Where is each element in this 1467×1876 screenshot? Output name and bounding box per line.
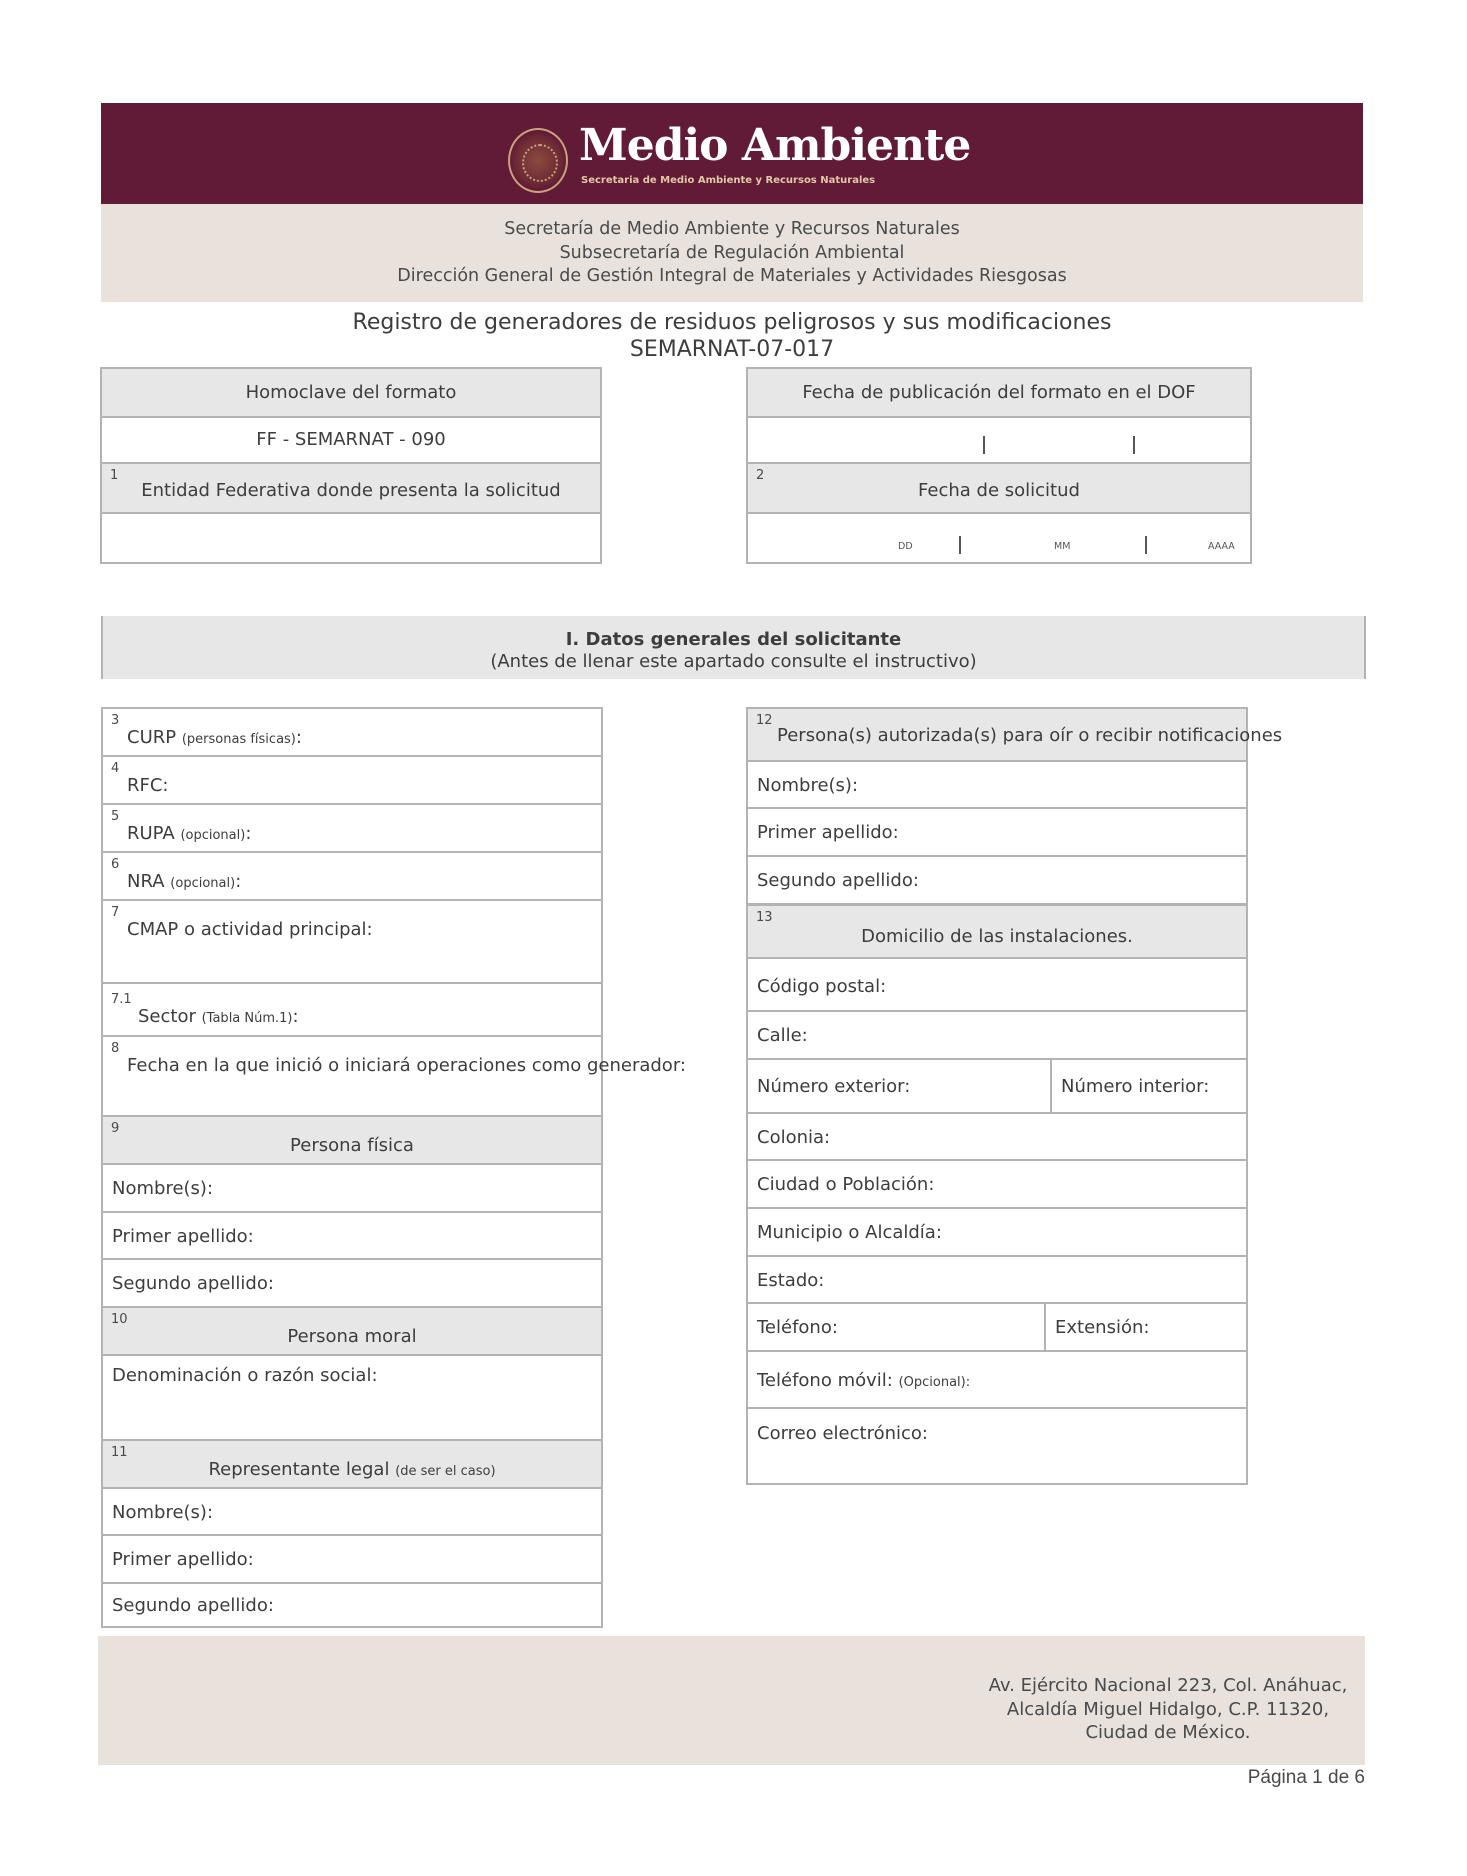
pf-primer-apellido-field[interactable] [103, 1213, 601, 1260]
aut-nombre-label: Nombre(s): [757, 775, 859, 796]
autorizadas-header [748, 709, 1283, 762]
aut-nombre-field[interactable] [748, 762, 1246, 809]
razon-social-field[interactable] [103, 1356, 601, 1441]
representante-legal-title: Representante legal (de ser el caso) [208, 1459, 496, 1480]
pf-nombre-field[interactable] [103, 1165, 601, 1213]
pf-primer-apellido-label: Primer apellido: [112, 1226, 254, 1247]
curp-label: CURP (personas físicas): [127, 727, 302, 748]
field-number: 1 [110, 468, 119, 483]
calle-label: Calle: [757, 1025, 808, 1046]
sector-field[interactable] [103, 984, 601, 1037]
rl-nombre-field[interactable] [103, 1489, 601, 1536]
aut-primer-apellido-label: Primer apellido: [757, 822, 899, 843]
right-form-table [746, 707, 1283, 1485]
extension-label: Extensión: [1055, 1317, 1150, 1338]
rupa-label: RUPA (opcional): [127, 823, 252, 844]
estado-field[interactable] [748, 1257, 1246, 1304]
pf-segundo-apellido-field[interactable] [103, 1260, 601, 1308]
domicilio-title: Domicilio de las instalaciones. [861, 926, 1133, 947]
codigo-postal-field[interactable] [748, 959, 1246, 1012]
razon-social-label: Denominación o razón social: [112, 1365, 378, 1386]
calle-field[interactable] [748, 1012, 1246, 1060]
colonia-label: Colonia: [757, 1127, 831, 1148]
telefono-row [748, 1304, 1246, 1352]
section-header [101, 616, 1366, 679]
colonia-field[interactable] [748, 1114, 1246, 1161]
correo-field[interactable] [748, 1409, 1246, 1485]
left-form-table [101, 707, 686, 1628]
footer-address [968, 1674, 1368, 1745]
agency-line: Secretaría de Medio Ambiente y Recursos Naturales [504, 219, 960, 239]
dof-label: Fecha de publicación del formato en el DOF [802, 382, 1196, 403]
persona-moral-title: Persona moral [287, 1326, 417, 1347]
address-line: Av. Ejército Nacional 223, Col. Anáhuac, [988, 1675, 1348, 1696]
document-code: SEMARNAT-07-017 [629, 337, 835, 362]
homoclave-value: FF - SEMARNAT - 090 [256, 429, 446, 450]
year-placeholder: AAAA [1208, 541, 1235, 552]
fecha-table [746, 367, 1252, 564]
rfc-field[interactable] [103, 757, 601, 805]
fecha-solicitud-input[interactable] [748, 514, 1250, 564]
numero-interior-field[interactable] [1052, 1060, 1246, 1112]
cmap-label: CMAP o actividad principal: [127, 919, 373, 940]
field-number: 13 [756, 910, 773, 925]
field-number: 2 [756, 468, 765, 483]
rl-nombre-label: Nombre(s): [112, 1502, 214, 1523]
field-number: 9 [111, 1121, 120, 1136]
agency-line: Subsecretaría de Regulación Ambiental [559, 242, 905, 263]
coat-of-arms-seal-icon [508, 128, 568, 193]
header-banner [101, 103, 1363, 204]
homoclave-label: Homoclave del formato [245, 382, 457, 403]
curp-field[interactable] [103, 709, 601, 757]
brand-subtitle: Secretaria de Medio Ambiente y Recursos Naturales [581, 175, 876, 186]
field-number: 5 [111, 809, 120, 824]
rl-primer-apellido-field[interactable] [103, 1536, 601, 1584]
rupa-field[interactable] [103, 805, 601, 853]
document-title: Registro de generadores de residuos peligrosos y sus modificaciones [352, 310, 1112, 335]
address-line: Alcaldía Miguel Hidalgo, C.P. 11320, [1006, 1698, 1330, 1720]
day-placeholder: DD [898, 541, 913, 552]
month-placeholder: MM [1054, 541, 1071, 552]
rl-segundo-apellido-label: Segundo apellido: [112, 1595, 274, 1616]
numero-interior-label: Número interior: [1061, 1076, 1210, 1097]
domicilio-header [748, 906, 1246, 959]
aut-segundo-apellido-field[interactable] [748, 857, 1246, 906]
estado-label: Estado: [757, 1270, 825, 1291]
agency-line: Dirección General de Gestión Integral de Materiales y Actividades Riesgosas [397, 266, 1067, 286]
field-number: 8 [111, 1041, 120, 1056]
nra-label: NRA (opcional): [127, 871, 242, 892]
brand-title: Medio Ambiente [579, 120, 971, 171]
field-number: 7.1 [111, 992, 132, 1007]
telefono-label: Teléfono: [757, 1317, 838, 1338]
ciudad-field[interactable] [748, 1161, 1246, 1209]
codigo-postal-label: Código postal: [757, 976, 887, 997]
dof-header [748, 369, 1250, 418]
entidad-label: Entidad Federativa donde presenta la solicitud [141, 480, 561, 501]
telefono-field[interactable] [748, 1304, 1044, 1350]
persona-fisica-header [103, 1117, 601, 1165]
homoclave-value-row [102, 418, 600, 464]
agency-block [101, 204, 1363, 302]
entidad-header [102, 464, 600, 514]
numero-exterior-label: Número exterior: [757, 1076, 911, 1097]
persona-moral-header [103, 1308, 601, 1356]
homoclave-header [102, 369, 600, 418]
extension-field[interactable] [1046, 1304, 1246, 1350]
document-title-block [101, 309, 1363, 363]
representante-legal-header [103, 1441, 601, 1489]
date-separator [959, 536, 961, 554]
field-number: 3 [111, 713, 120, 728]
field-number: 4 [111, 761, 120, 776]
date-separator [1133, 436, 1135, 454]
fecha-solicitud-header [748, 464, 1250, 514]
aut-segundo-apellido-label: Segundo apellido: [757, 870, 919, 891]
fecha-operaciones-label: Fecha en la que inició o iniciará operaciones como generador: [127, 1055, 686, 1076]
field-number: 7 [111, 905, 120, 920]
rfc-label: RFC: [127, 775, 169, 796]
fecha-solicitud-label: Fecha de solicitud [918, 480, 1080, 501]
pf-segundo-apellido-label: Segundo apellido: [112, 1273, 274, 1294]
field-number: 10 [111, 1312, 128, 1327]
correo-label: Correo electrónico: [757, 1423, 928, 1444]
field-number: 6 [111, 857, 120, 872]
section-title: I. Datos generales del solicitante [565, 629, 902, 650]
rl-primer-apellido-label: Primer apellido: [112, 1549, 254, 1570]
sector-label: Sector (Tabla Núm.1): [138, 1006, 299, 1027]
autorizadas-title: Persona(s) autorizada(s) para oír o recibir notificaciones [777, 725, 1283, 746]
section-subtitle: (Antes de llenar este apartado consulte el instructivo) [490, 651, 977, 672]
homoclave-table [100, 367, 602, 564]
municipio-field[interactable] [748, 1209, 1246, 1257]
telefono-movil-field[interactable] [748, 1352, 1246, 1409]
field-number: 12 [756, 713, 773, 728]
persona-fisica-title: Persona física [290, 1135, 414, 1156]
pf-nombre-label: Nombre(s): [112, 1178, 214, 1199]
field-number: 11 [111, 1445, 128, 1460]
nra-field[interactable] [103, 853, 601, 901]
rl-segundo-apellido-field[interactable] [103, 1584, 601, 1628]
aut-primer-apellido-field[interactable] [748, 809, 1246, 857]
date-separator [983, 436, 985, 454]
footer [98, 1636, 1365, 1765]
fecha-operaciones-field[interactable] [103, 1037, 686, 1117]
numero-exterior-field[interactable] [748, 1060, 1050, 1112]
address-line: Ciudad de México. [1085, 1722, 1251, 1743]
numero-row [748, 1060, 1246, 1114]
entidad-input[interactable] [102, 514, 600, 564]
municipio-label: Municipio o Alcaldía: [757, 1222, 942, 1243]
dof-date-row [748, 418, 1250, 464]
date-separator [1145, 536, 1147, 554]
telefono-movil-label: Teléfono móvil: (Opcional): [757, 1370, 971, 1391]
page-number: Página 1 de 6 [1247, 1767, 1365, 1788]
ciudad-label: Ciudad o Población: [757, 1174, 935, 1195]
cmap-field[interactable] [103, 901, 601, 984]
